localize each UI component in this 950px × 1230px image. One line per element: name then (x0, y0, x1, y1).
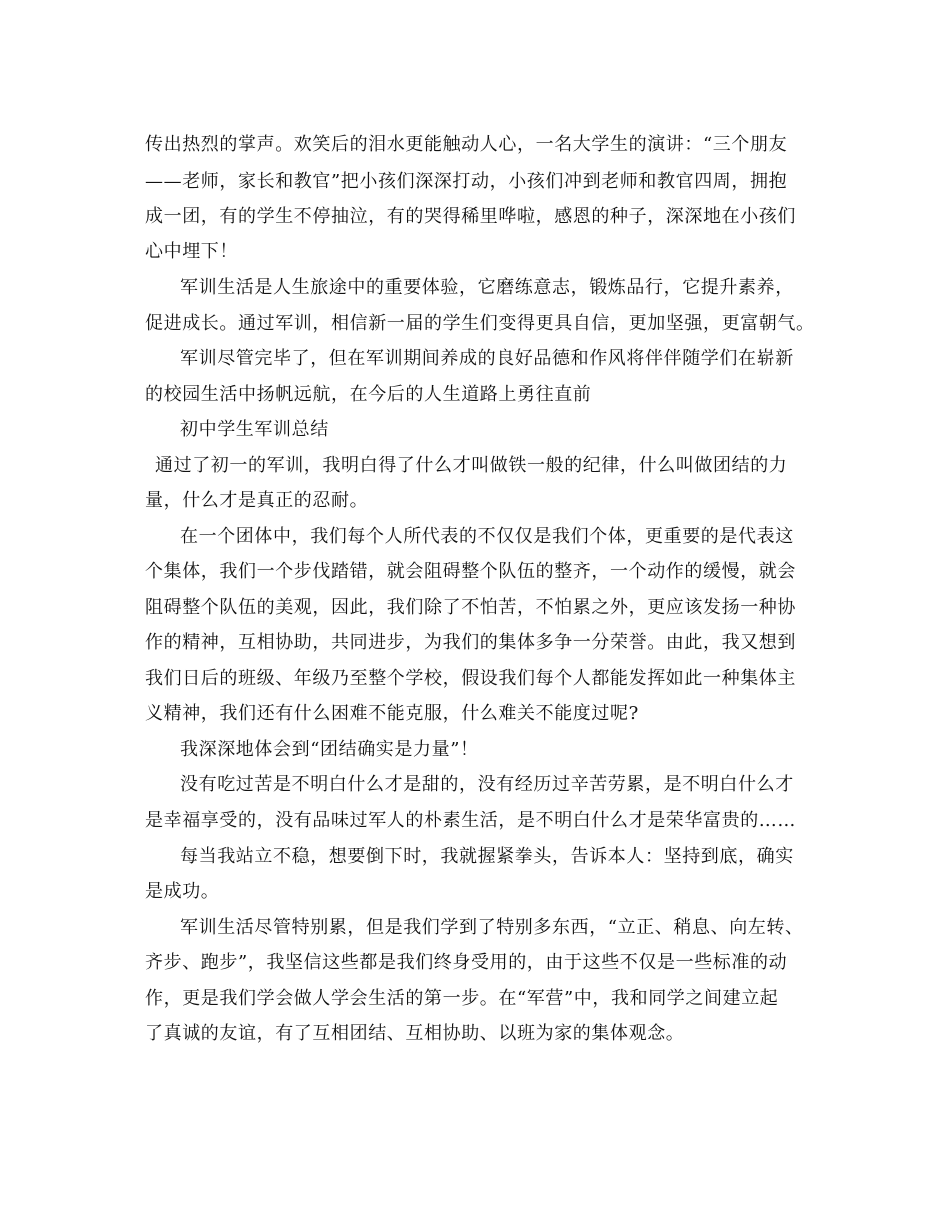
text-line: 成一团，有的学生不停抽泣，有的哭得稀里哗啦，感恩的种子，深深地在小孩们 (145, 206, 796, 227)
text-line: 作的精神，互相协助，共同进步，为我们的集体多争一分荣誉。由此，我又想到 (145, 632, 796, 653)
paragraph-start: 我深深地体会到“团结确实是力量”！ (180, 739, 479, 760)
paragraph-start: 没有吃过苦是不明白什么才是甜的，没有经历过辛苦劳累，是不明白什么才 (180, 774, 794, 795)
paragraph-start: 通过了初一的军训，我明白得了什么才叫做铁一般的纪律，什么叫做团结的力 (155, 455, 788, 476)
text-line: 的校园生活中扬帆远航，在今后的人生道路上勇往直前 (145, 384, 592, 405)
text-line: 心中埋下！ (145, 241, 238, 262)
text-line: 作，更是我们学会做人学会生活的第一步。在“军营”中，我和同学之间建立起 (145, 988, 779, 1009)
section-title: 初中学生军训总结 (180, 419, 329, 440)
text-line: 传出热烈的掌声。欢笑后的泪水更能触动人心，一名大学生的演讲：“三个朋友 (145, 134, 788, 155)
text-line: 量，什么才是真正的忍耐。 (145, 490, 369, 511)
paragraph-start: 军训生活是人生旅途中的重要体验，它磨练意志，锻炼品行，它提升素养， (180, 277, 794, 298)
text-line: ——老师，家长和教官”把小孩们深深打动，小孩们冲到老师和教官四周，拥抱 (145, 171, 788, 192)
text-line: 促进成长。通过军训，相信新一届的学生们变得更具自信，更加坚强，更富朝气。 (145, 313, 815, 334)
text-line: 我们日后的班级、年级乃至整个学校，假设我们每个人都能发挥如此一种集体主 (145, 668, 796, 689)
text-line: 阻碍整个队伍的美观，因此，我们除了不怕苦，不怕累之外，更应该发扬一种协 (145, 597, 796, 618)
paragraph-start: 军训生活尽管特别累，但是我们学到了特别多东西，“立正、稍息、向左转、 (180, 917, 804, 938)
text-line: 是幸福享受的，没有品味过军人的朴素生活，是不明白什么才是荣华富贵的…… (145, 810, 796, 831)
text-line: 齐步、跑步”，我坚信这些都是我们终身受用的，由于这些不仅是一些标准的动 (145, 952, 788, 973)
paragraph-start: 在一个团体中，我们每个人所代表的不仅仅是我们个体，更重要的是代表这 (180, 526, 794, 547)
text-line: 是成功。 (145, 881, 220, 902)
text-line: 义精神，我们还有什么困难不能克服，什么难关不能度过呢? (145, 703, 639, 724)
paragraph-start: 军训尽管完毕了，但在军训期间养成的良好品德和作风将伴伴随学们在崭新 (180, 348, 794, 369)
text-line: 了真诚的友谊，有了互相团结、互相协助、以班为家的集体观念。 (145, 1023, 685, 1044)
paragraph-start: 每当我站立不稳，想要倒下时，我就握紧拳头，告诉本人：坚持到底，确实 (180, 846, 794, 867)
text-line: 个集体，我们一个步伐踏错，就会阻碍整个队伍的整齐，一个动作的缓慢，就会 (145, 561, 796, 582)
